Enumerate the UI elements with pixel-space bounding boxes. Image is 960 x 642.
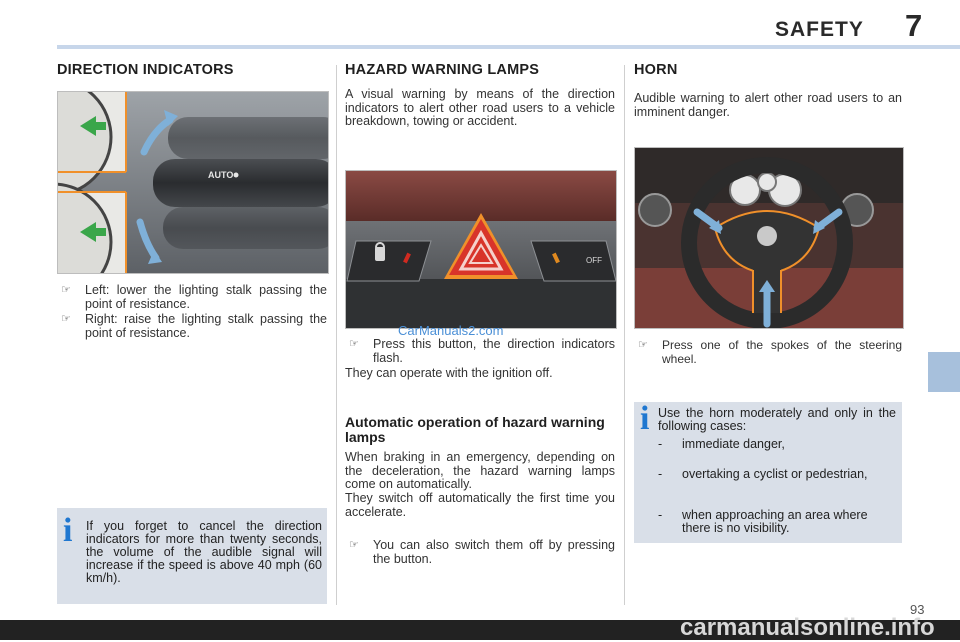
column-divider [336,65,337,605]
stalk-photo [57,91,329,274]
bullet-text: Press this button, the direction indicators flash. [373,337,615,365]
hand-pointer-icon: ☞ [61,313,71,325]
steering-wheel-illustration [635,148,903,328]
subheading-automatic-operation: Automatic operation of hazard warning lamps [345,414,605,445]
bullet-text: Press one of the spokes of the steering wheel. [662,338,902,366]
list-item [638,339,902,366]
page-title: SAFETY [775,18,864,41]
hand-pointer-icon: ☞ [349,338,359,350]
section-heading-direction-indicators: DIRECTION INDICATORS [57,62,234,78]
info-box-horn [634,402,902,543]
info-icon: i [640,400,650,437]
automatic-para-2: They switch off automatically the first time you accelerate. [345,491,615,519]
bullet-text: Left: lower the lighting stalk passing the point of resistance. [85,283,327,311]
automatic-para-1: When braking in an emergency, depending on the deceleration, the hazard warning lamps come on automatically. [345,450,615,491]
dash-marker: - [658,437,663,451]
dash-marker: - [658,508,663,522]
hand-pointer-icon: ☞ [61,284,71,296]
page-number: 93 [910,602,925,617]
bullet-text: You can also switch them off by pressing the button. [373,538,615,566]
info-box-direction-indicators [57,508,327,604]
list-item-text: immediate danger, [682,437,785,451]
column-divider [624,65,625,605]
list-item-text: when approaching an area where there is no visibility. [682,508,868,535]
dash-marker: - [658,467,663,481]
list-item [61,313,327,340]
bullet-text: Right: raise the lighting stalk passing the point of resistance. [85,312,327,340]
hazard-intro: A visual warning by means of the direction indicators to alert other road users to a vehicle breakdown, towing or accident. [345,87,615,128]
list-item [658,509,896,535]
list-item-text: overtaking a cyclist or pedestrian, [682,467,868,481]
steering-wheel-photo [634,147,904,329]
list-item [61,284,327,311]
section-heading-horn: HORN [634,62,678,78]
list-item [658,438,896,451]
hazard-note: They can operate with the ignition off. [345,366,553,380]
footer-watermark[interactable]: carmanualsonline.info [680,614,935,641]
chapter-tab [928,352,960,392]
svg-text:OFF: OFF [586,256,602,265]
section-heading-hazard-warning-lamps: HAZARD WARNING LAMPS [345,62,540,78]
hand-pointer-icon: ☞ [349,539,359,551]
lighting-stalk-illustration [58,92,328,273]
watermark-text: CarManuals2.com [398,323,504,338]
horn-intro: Audible warning to alert other road users to an imminent danger. [634,91,902,119]
info-text: Use the horn moderately and only in the following cases: [658,406,896,433]
header-rule [57,45,960,49]
stalk-auto-label: AUTO [208,170,234,180]
chapter-number: 7 [905,8,923,43]
info-text: If you forget to cancel the direction indicators for more than twenty seconds, the volume of the audible signal will increase if the speed is above 40 mph (60 km/h). [86,519,322,585]
list-item [349,539,615,566]
hazard-button-illustration [346,171,616,328]
list-item [658,468,896,481]
hazard-button-photo [345,170,617,329]
list-item [349,338,615,365]
info-icon: i [63,512,73,549]
hand-pointer-icon: ☞ [638,339,648,351]
